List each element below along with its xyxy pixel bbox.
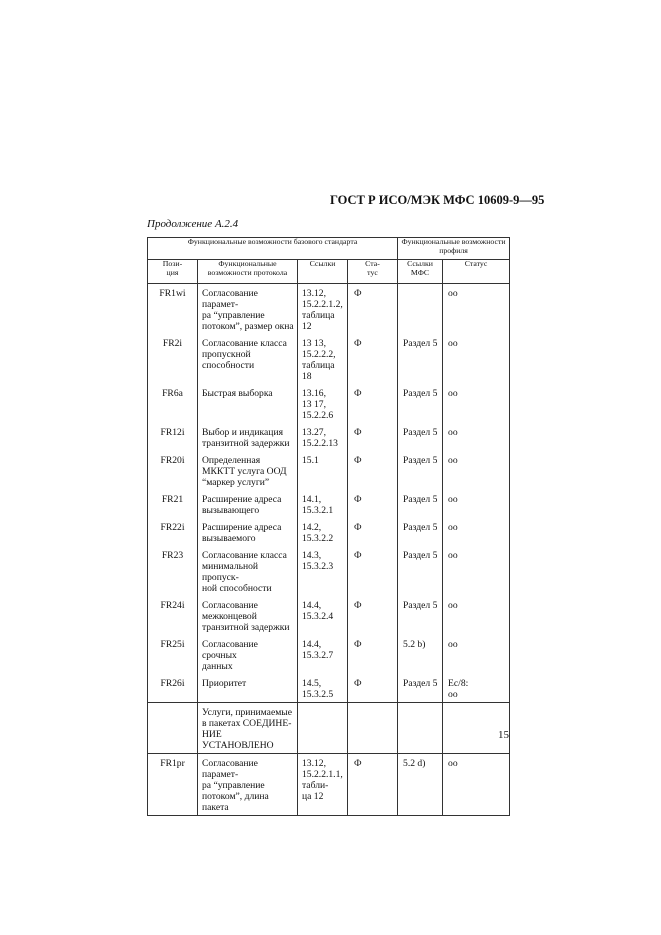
col-header-position: Пози- ция — [148, 260, 198, 284]
cell-profile-status — [443, 334, 510, 384]
cell-status-text: Ф — [354, 494, 362, 505]
cell-position-text: FR25i — [160, 639, 185, 650]
cell-profile-status — [443, 703, 510, 754]
cell-position-text: FR26i — [160, 678, 185, 689]
col-header-profile-refs: Ссылки МФС — [398, 260, 443, 284]
cell-position-text: FR6a — [162, 388, 183, 399]
cell-refs — [298, 451, 348, 490]
cell-position-text: FR22i — [160, 522, 185, 533]
cell-profile-status-text: oo — [448, 600, 458, 611]
cell-position — [148, 490, 198, 518]
cell-profile-status-text: oo — [448, 427, 458, 438]
cell-position — [148, 635, 198, 674]
document-code: ГОСТ Р ИСО/МЭК МФС 10609-9—95 — [330, 193, 545, 207]
table-row — [148, 674, 510, 703]
capabilities-table — [147, 237, 510, 816]
group-header-row — [148, 238, 510, 260]
cell-position-text: FR21 — [161, 494, 184, 505]
table-row — [148, 490, 510, 518]
cell-profile-status-text: oo — [448, 550, 458, 561]
cell-profile-refs — [398, 546, 443, 596]
cell-capability — [198, 596, 298, 635]
cell-refs-text: 15.1 — [302, 455, 319, 466]
cell-status — [348, 284, 398, 335]
cell-refs-text: 14.2, 15.3.2.2 — [302, 522, 334, 544]
cell-profile-refs-text — [398, 703, 442, 709]
cell-profile-status-text: oo — [448, 639, 458, 650]
cell-profile-status-text: oo — [448, 522, 458, 533]
cell-profile-status — [443, 546, 510, 596]
cell-status — [348, 518, 398, 546]
cell-position — [148, 451, 198, 490]
cell-position-text — [148, 703, 197, 709]
cell-profile-refs-text: 5.2 d) — [403, 758, 426, 769]
cell-refs-text: 14.5, 15.3.2.5 — [302, 678, 334, 700]
table-row — [148, 703, 510, 754]
cell-profile-refs-text: Раздел 5 — [403, 550, 438, 561]
cell-status — [348, 384, 398, 423]
cell-status-text: Ф — [354, 338, 362, 349]
table-row — [148, 546, 510, 596]
cell-status-text: Ф — [354, 600, 362, 611]
table-row — [148, 334, 510, 384]
cell-profile-refs — [398, 754, 443, 816]
cell-position — [148, 546, 198, 596]
cell-profile-refs — [398, 284, 443, 335]
cell-refs-text — [298, 703, 347, 709]
cell-profile-refs-text: Раздел 5 — [403, 388, 438, 399]
cell-position-text: FR1pr — [160, 758, 185, 769]
cell-refs — [298, 596, 348, 635]
cell-refs — [298, 518, 348, 546]
cell-profile-status — [443, 754, 510, 816]
cell-position — [148, 423, 198, 451]
cell-status-text: Ф — [354, 678, 362, 689]
cell-position — [148, 518, 198, 546]
table-row — [148, 284, 510, 335]
cell-capability — [198, 546, 298, 596]
cell-profile-refs — [398, 674, 443, 703]
cell-profile-status — [443, 451, 510, 490]
cell-status-text: Ф — [354, 288, 362, 299]
cell-profile-status — [443, 284, 510, 335]
cell-position — [148, 384, 198, 423]
cell-position — [148, 754, 198, 816]
cell-position — [148, 334, 198, 384]
table-row — [148, 518, 510, 546]
cell-profile-refs — [398, 384, 443, 423]
cell-refs — [298, 384, 348, 423]
cell-capability-text: Согласование срочных данных — [202, 639, 258, 672]
cell-refs — [298, 635, 348, 674]
cell-profile-refs-text: Раздел 5 — [403, 338, 438, 349]
cell-capability-text: Согласование парамет- ра “управление потоком”, размер окна — [202, 288, 294, 332]
cell-profile-refs — [398, 703, 443, 754]
cell-refs — [298, 546, 348, 596]
table-row — [148, 635, 510, 674]
cell-profile-refs-text: Раздел 5 — [403, 678, 438, 689]
col-header-profile-status: Статус — [443, 260, 510, 284]
cell-profile-refs — [398, 490, 443, 518]
cell-profile-refs-text: Раздел 5 — [403, 600, 438, 611]
cell-profile-status-text: Ec/8: oo — [448, 678, 469, 700]
cell-status-text: Ф — [354, 550, 362, 561]
cell-profile-status-text: oo — [448, 388, 458, 399]
cell-profile-status-text — [443, 703, 509, 709]
cell-position-text: FR12i — [160, 427, 185, 438]
cell-position-text: FR23 — [161, 550, 184, 561]
cell-capability-text: Согласование класса минимальной пропуск- ной способности — [202, 550, 287, 594]
cell-refs-text: 13.12, 15.2.2.1.1, табли- ца 12 — [302, 758, 343, 802]
cell-profile-refs — [398, 423, 443, 451]
cell-position — [148, 703, 198, 754]
cell-profile-status — [443, 384, 510, 423]
column-header-row — [148, 260, 510, 284]
cell-capability-text: Приоритет — [202, 678, 247, 689]
col-header-refs: Ссылки — [298, 260, 348, 284]
cell-profile-refs — [398, 635, 443, 674]
cell-refs — [298, 334, 348, 384]
cell-status-text: Ф — [354, 758, 362, 769]
cell-capability — [198, 451, 298, 490]
cell-position — [148, 284, 198, 335]
cell-refs — [298, 423, 348, 451]
cell-position — [148, 596, 198, 635]
cell-profile-refs-text: Раздел 5 — [403, 522, 438, 533]
cell-capability — [198, 490, 298, 518]
cell-profile-status-text: oo — [448, 338, 458, 349]
cell-status-text: Ф — [354, 639, 362, 650]
cell-refs — [298, 674, 348, 703]
cell-status — [348, 703, 398, 754]
cell-profile-status-text: oo — [448, 758, 458, 769]
cell-status-text: Ф — [354, 427, 362, 438]
cell-capability — [198, 754, 298, 816]
cell-refs-text: 13.12, 15.2.2.1.2, таблица 12 — [302, 288, 343, 332]
cell-refs-text: 14.3, 15.3.2.3 — [302, 550, 334, 572]
cell-status — [348, 546, 398, 596]
cell-refs — [298, 754, 348, 816]
cell-position-text: FR24i — [160, 600, 185, 611]
cell-refs-text: 14.4, 15.3.2.7 — [302, 639, 334, 661]
cell-refs-text: 14.1, 15.3.2.1 — [302, 494, 334, 516]
cell-profile-status-text: oo — [448, 494, 458, 505]
cell-capability-text: Услуги, принимаемые в пакетах СОЕДИНЕ- НИЕ УСТАНОВЛЕНО — [202, 707, 292, 751]
table-caption: Продолжение А.2.4 — [147, 218, 239, 230]
cell-profile-status — [443, 596, 510, 635]
table-row — [148, 596, 510, 635]
cell-status — [348, 334, 398, 384]
cell-refs-text: 13.16, 13 17, 15.2.2.6 — [302, 388, 334, 421]
cell-capability-text: Согласование класса пропускной способности — [202, 338, 287, 371]
cell-capability-text: Определенная МККТТ услуга ООД “маркер услуги” — [202, 455, 287, 488]
table-row — [148, 423, 510, 451]
cell-status — [348, 490, 398, 518]
cell-status — [348, 754, 398, 816]
col-header-status: Ста- тус — [348, 260, 398, 284]
cell-status — [348, 451, 398, 490]
cell-position-text: FR2i — [162, 338, 183, 349]
cell-profile-refs-text — [398, 284, 442, 290]
group-header-profile: Функциональные возможности профиля — [398, 238, 510, 260]
cell-refs-text: 13.27, 15.2.2.13 — [302, 427, 338, 449]
group-header-base: Функциональные возможности базового стандарта — [148, 238, 398, 260]
cell-profile-status — [443, 518, 510, 546]
cell-status — [348, 674, 398, 703]
cell-profile-status-text: oo — [448, 455, 458, 466]
col-header-capability: Функциональные возможности протокола — [198, 260, 298, 284]
cell-capability-text: Расширение адреса вызываемого — [202, 522, 282, 544]
cell-capability — [198, 674, 298, 703]
table-row — [148, 754, 510, 816]
cell-status-text — [348, 703, 397, 709]
cell-capability-text: Расширение адреса вызывающего — [202, 494, 282, 516]
cell-capability — [198, 518, 298, 546]
table-row — [148, 451, 510, 490]
cell-position — [148, 674, 198, 703]
cell-profile-status — [443, 635, 510, 674]
cell-capability — [198, 635, 298, 674]
cell-refs-text: 14.4, 15.3.2.4 — [302, 600, 334, 622]
page-number: 15 — [498, 729, 509, 741]
cell-profile-refs-text: Раздел 5 — [403, 427, 438, 438]
cell-capability — [198, 284, 298, 335]
cell-position-text: FR20i — [160, 455, 185, 466]
cell-refs — [298, 284, 348, 335]
table-row — [148, 384, 510, 423]
cell-capability-text: Согласование межконцевой транзитной задержки — [202, 600, 290, 633]
cell-capability-text: Выбор и индикация транзитной задержки — [202, 427, 290, 449]
cell-status — [348, 635, 398, 674]
cell-capability — [198, 423, 298, 451]
cell-profile-status-text: oo — [448, 288, 458, 299]
cell-status-text: Ф — [354, 455, 362, 466]
cell-refs — [298, 490, 348, 518]
cell-profile-refs — [398, 334, 443, 384]
cell-capability-text: Согласование парамет- ра “управление потоком”, длина пакета — [202, 758, 269, 813]
cell-profile-status — [443, 490, 510, 518]
cell-profile-status — [443, 674, 510, 703]
cell-status — [348, 423, 398, 451]
cell-capability — [198, 384, 298, 423]
cell-profile-refs-text: Раздел 5 — [403, 494, 438, 505]
cell-refs — [298, 703, 348, 754]
cell-position-text: FR1wi — [159, 288, 186, 299]
cell-profile-refs — [398, 518, 443, 546]
cell-status-text: Ф — [354, 522, 362, 533]
cell-capability — [198, 703, 298, 754]
cell-status-text: Ф — [354, 388, 362, 399]
cell-profile-refs-text: Раздел 5 — [403, 455, 438, 466]
cell-refs-text: 13 13, 15.2.2.2, таблица 18 — [302, 338, 336, 382]
cell-status — [348, 596, 398, 635]
cell-profile-refs-text: 5.2 b) — [403, 639, 426, 650]
cell-profile-refs — [398, 596, 443, 635]
cell-capability — [198, 334, 298, 384]
cell-capability-text: Быстрая выборка — [202, 388, 273, 399]
cell-profile-status — [443, 423, 510, 451]
cell-profile-refs — [398, 451, 443, 490]
